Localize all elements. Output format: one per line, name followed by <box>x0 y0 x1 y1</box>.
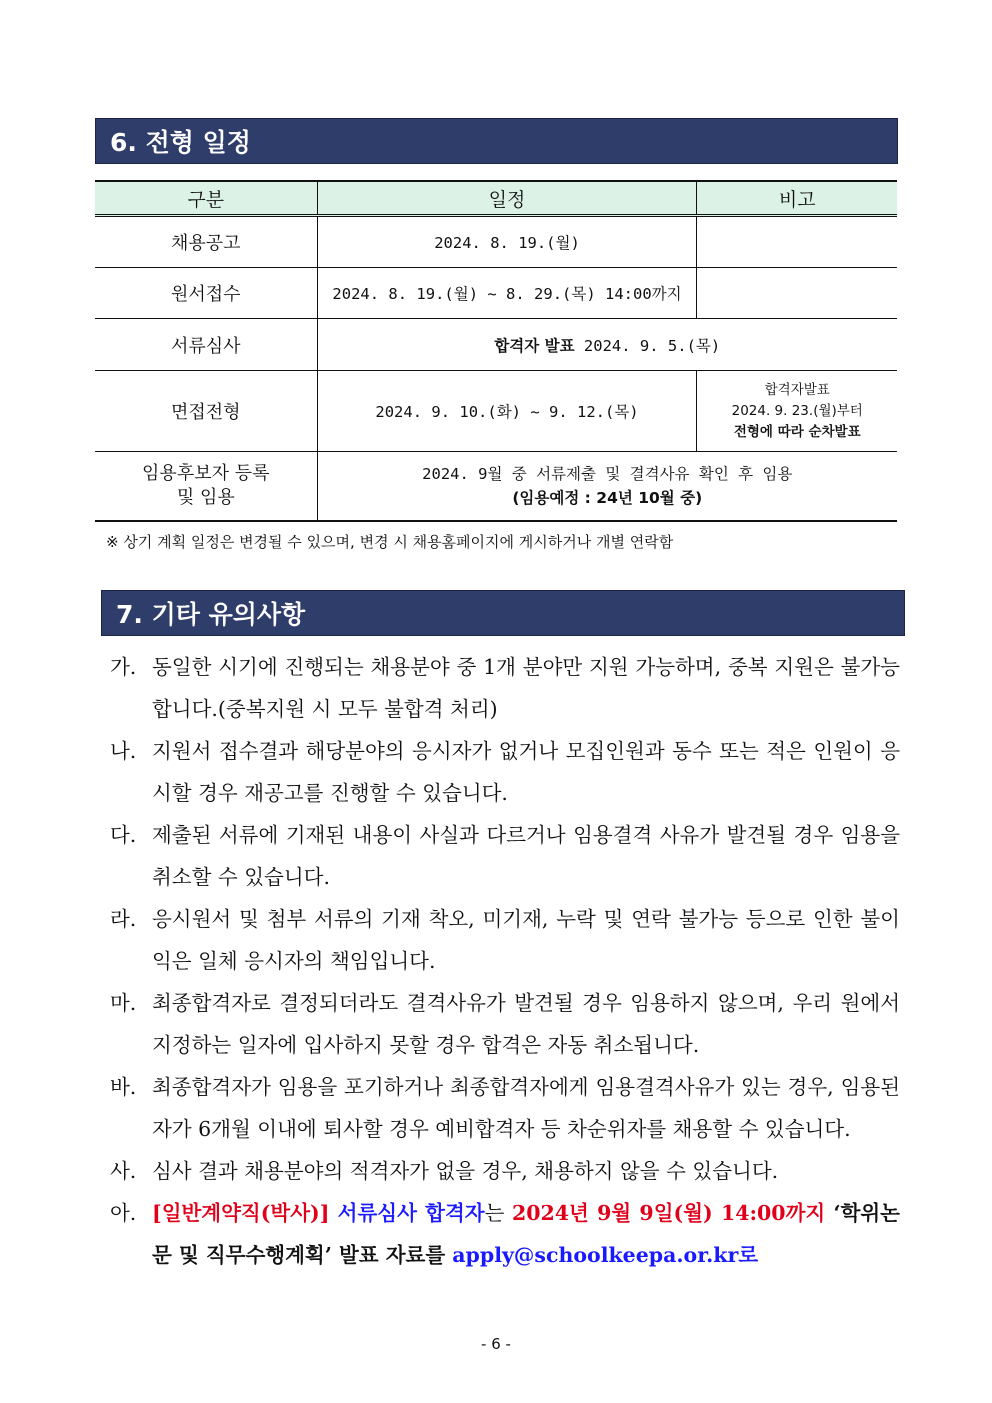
schedule-table <box>95 180 897 522</box>
table-row <box>95 452 897 522</box>
category-line: 및 임용 <box>176 487 235 508</box>
schedule-date: 2024. 9. 5.(목) <box>574 336 721 355</box>
header-schedule: 일정 <box>317 181 697 216</box>
item-text: 최종합격자로 결정되더라도 결격사유가 발견될 경우 임용하지 않으며, 우리 원에서 지정하는 일자에 입사하지 못할 경우 합격은 자동 취소됩니다. <box>152 991 900 1057</box>
row-category: 면접전형 <box>95 371 317 452</box>
table-row <box>95 216 897 268</box>
list-item <box>110 898 900 982</box>
header-category: 구분 <box>95 181 317 216</box>
item-marker: 사. <box>110 1159 137 1183</box>
table-row <box>95 268 897 319</box>
section-7-header <box>101 590 905 636</box>
item-text: 동일한 시기에 진행되는 채용분야 중 1개 분야만 지원 가능하며, 중복 지원은 불가능합니다.(중복지원 시 모두 불합격 처리) <box>152 655 900 721</box>
email-link[interactable]: apply@schoolkeepa.or.kr <box>452 1243 739 1267</box>
page-number: - 6 - <box>481 1335 511 1353</box>
submission-text: ‘학위논문 및 직무수행계획’ 발표 자료를 <box>152 1201 900 1267</box>
item-marker: 라. <box>110 907 137 931</box>
list-item <box>110 814 900 898</box>
section-6-title: 6. 전형 일정 <box>110 128 251 157</box>
item-marker: 마. <box>110 991 137 1015</box>
row-category: 서류심사 <box>95 319 317 371</box>
row-category <box>95 452 317 522</box>
header-note: 비고 <box>697 181 897 216</box>
schedule-line: 2024. 9월 중 서류제출 및 결격사유 확인 후 임용 <box>422 465 793 483</box>
row-schedule <box>317 319 897 371</box>
row-schedule <box>317 452 897 522</box>
list-item <box>110 646 900 730</box>
list-item-highlight <box>110 1192 900 1276</box>
item-text: 제출된 서류에 기재된 내용이 사실과 다르거나 임용결격 사유가 발견될 경우 임용을 취소할 수 있습니다. <box>152 823 900 889</box>
item-text-suffix: 로 <box>738 1243 759 1267</box>
item-marker: 아. <box>110 1201 137 1225</box>
schedule-bold-label: 합격자 발표 <box>494 336 575 355</box>
schedule-line: (임용예정 : 24년 10월 중) <box>512 489 703 507</box>
row-schedule: 2024. 8. 19.(월) ~ 8. 29.(목) 14:00까지 <box>317 268 697 319</box>
item-marker: 바. <box>110 1075 137 1099</box>
table-row <box>95 371 897 452</box>
list-item <box>110 982 900 1066</box>
row-schedule: 2024. 9. 10.(화) ~ 9. 12.(목) <box>317 371 697 452</box>
item-marker: 다. <box>110 823 137 847</box>
item-text: 최종합격자가 임용을 포기하거나 최종합격자에게 임용결격사유가 있는 경우, 임용된 자가 6개월 이내에 퇴사할 경우 예비합격자 등 차순위자를 채용할 수 있습니다. <box>152 1075 900 1141</box>
deadline-text: 2024년 9월 9일(월) 14:00까지 <box>512 1201 826 1225</box>
table-header-row <box>95 181 897 216</box>
category-line: 임용후보자 등록 <box>142 463 270 484</box>
row-note <box>697 268 897 319</box>
row-schedule: 2024. 8. 19.(월) <box>317 216 697 268</box>
row-note <box>697 371 897 452</box>
table-row <box>95 319 897 371</box>
row-note <box>697 216 897 268</box>
list-item <box>110 1066 900 1150</box>
list-item <box>110 1150 900 1192</box>
section-7-title: 7. 기타 유의사항 <box>116 600 306 629</box>
list-item <box>110 730 900 814</box>
section-6-header <box>95 118 898 164</box>
note-line: 합격자발표 <box>764 381 830 398</box>
row-category: 원서접수 <box>95 268 317 319</box>
item-marker: 가. <box>110 655 137 679</box>
position-label: [일반계약직(박사)] <box>152 1201 330 1225</box>
row-category: 채용공고 <box>95 216 317 268</box>
item-text-connector: 는 <box>484 1201 512 1225</box>
note-line: 전형에 따라 순차발표 <box>733 423 861 440</box>
item-text: 지원서 접수결과 해당분야의 응시자가 없거나 모집인원과 동수 또는 적은 인원이 응시할 경우 재공고를 진행할 수 있습니다. <box>152 739 900 805</box>
notice-list <box>110 646 900 1276</box>
item-text: 심사 결과 채용분야의 적격자가 없을 경우, 채용하지 않을 수 있습니다. <box>152 1159 779 1183</box>
item-text: 응시원서 및 첨부 서류의 기재 착오, 미기재, 누락 및 연락 불가능 등으로 인한 불이익은 일체 응시자의 책임입니다. <box>152 907 900 973</box>
note-line: 2024. 9. 23.(월)부터 <box>731 402 863 419</box>
item-marker: 나. <box>110 739 137 763</box>
applicant-label: 서류심사 합격자 <box>329 1201 485 1225</box>
schedule-footnote: ※ 상기 계획 일정은 변경될 수 있으며, 변경 시 채용홈페이지에 게시하거나 개별 연락함 <box>106 533 674 551</box>
